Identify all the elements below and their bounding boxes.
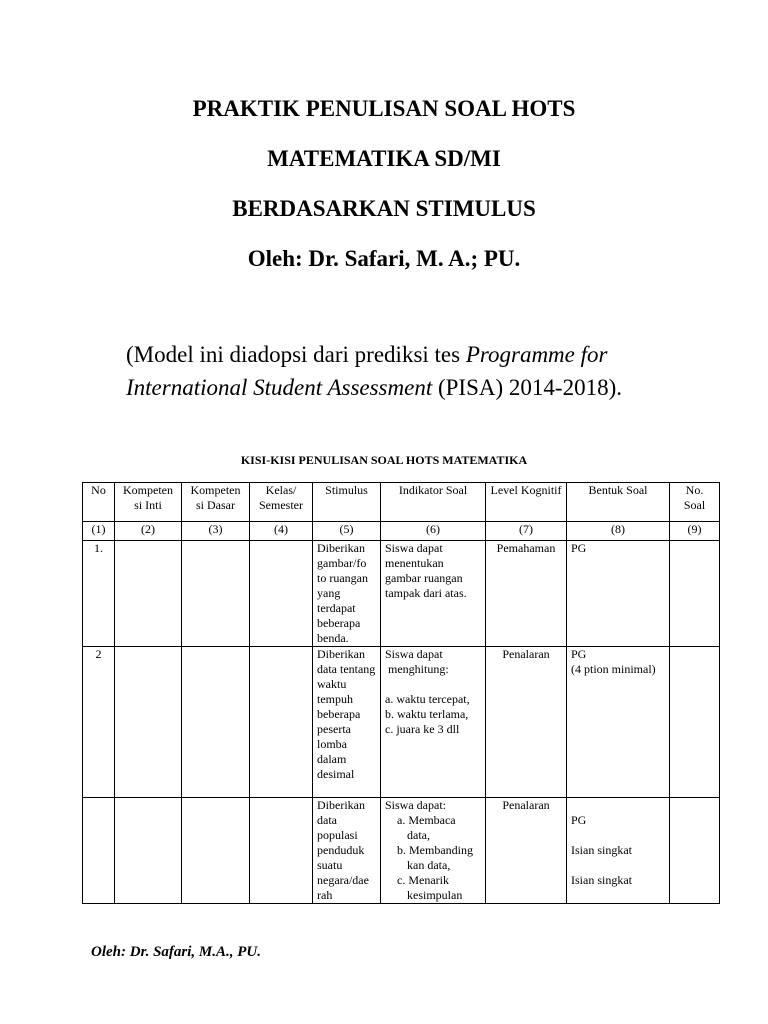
column-number: (5) <box>313 522 381 541</box>
column-number: (6) <box>381 522 486 541</box>
cell-kompetensi-inti <box>115 798 182 904</box>
cell-indikator <box>381 541 486 647</box>
cell-no-soal <box>670 541 720 647</box>
cell-kompetensi-dasar <box>182 647 250 798</box>
header-indikator-soal: Indikator Soal <box>381 483 486 522</box>
cell-level: Pemahaman <box>486 541 567 647</box>
title-line-1: PRAKTIK PENULISAN SOAL HOTS <box>192 96 576 121</box>
cell-bentuk <box>567 541 670 647</box>
cell-kelas-semester <box>250 541 313 647</box>
header-kompetensi-inti: Kompeten si Inti <box>115 483 182 522</box>
cell-kompetensi-inti <box>115 541 182 647</box>
cell-stimulus: Diberikan data populasi penduduk suatu negara/dae rah <box>313 798 381 904</box>
column-number-row <box>83 522 720 541</box>
cell-bentuk <box>567 647 670 798</box>
column-number: (1) <box>83 522 115 541</box>
row-no: 2 <box>83 647 115 798</box>
row-no <box>83 798 115 904</box>
cell-kompetensi-inti <box>115 647 182 798</box>
bentuk-line: PG <box>571 813 587 827</box>
indikator-intro: Siswa dapat: <box>385 798 446 812</box>
column-number: (9) <box>670 522 720 541</box>
bentuk-line: PG <box>571 541 587 555</box>
intro-italic-programme: Programme for International Student Assessment <box>126 342 608 400</box>
table-row-1 <box>83 541 720 647</box>
header-row <box>83 483 720 522</box>
bentuk-line: (4 ption minimal) <box>571 662 656 676</box>
cell-kelas-semester <box>250 647 313 798</box>
bentuk-line: PG <box>571 647 587 661</box>
bentuk-line <box>571 828 665 843</box>
cell-level: Penalaran <box>486 647 567 798</box>
table-row-3 <box>83 798 720 904</box>
cell-indikator <box>381 647 486 798</box>
header-kompetensi-dasar: Kompeten si Dasar <box>182 483 250 522</box>
table-title: KISI-KISI PENULISAN SOAL HOTS MATEMATIKA <box>240 453 528 467</box>
column-number: (7) <box>486 522 567 541</box>
column-number: (8) <box>567 522 670 541</box>
title-line-2: MATEMATIKA SD/MI <box>267 146 501 171</box>
bentuk-line <box>571 858 665 873</box>
table-row-2 <box>83 647 720 798</box>
header-no-soal: No. Soal <box>670 483 720 522</box>
indikator-line: b. waktu terlama, <box>385 707 469 721</box>
cell-stimulus: Diberikan data tentang waktu tempuh beberapa peserta lomba dalam desimal <box>313 647 381 798</box>
cell-kelas-semester <box>250 798 313 904</box>
indikator-item: a. Membaca data, <box>397 813 456 842</box>
bentuk-line: Isian singkat <box>571 873 632 887</box>
cell-no-soal <box>670 798 720 904</box>
indikator-line: a. waktu tercepat, <box>385 692 470 706</box>
cell-stimulus: Diberikan gambar/fo to ruangan yang terdapat beberapa benda. <box>313 541 381 647</box>
indikator-line <box>385 677 481 692</box>
footer-author: Oleh: Dr. Safari, M.A., PU. <box>91 944 262 960</box>
indikator-line: Siswa dapat <box>385 647 443 661</box>
column-number: (3) <box>182 522 250 541</box>
cell-bentuk <box>567 798 670 904</box>
header-kelas-semester: Kelas/ Semester <box>250 483 313 522</box>
column-number: (4) <box>250 522 313 541</box>
cell-kompetensi-dasar <box>182 541 250 647</box>
header-level-kognitif: Level Kognitif <box>486 483 567 522</box>
title-line-4-author: Oleh: Dr. Safari, M. A.; PU. <box>247 246 521 271</box>
indikator-line: c. juara ke 3 dll <box>385 722 460 736</box>
indikator-item: b. Membanding kan data, <box>397 843 473 872</box>
indikator-item: c. Menarik kesimpulan <box>397 873 463 902</box>
intro-prefix: (Model ini diadopsi dari prediksi tes <box>126 342 466 367</box>
cell-level: Penalaran <box>486 798 567 904</box>
title-line-3: BERDASARKAN STIMULUS <box>232 196 536 221</box>
row-no: 1. <box>83 541 115 647</box>
header-no: No <box>83 483 115 522</box>
kisi-kisi-table <box>82 482 720 904</box>
header-bentuk-soal: Bentuk Soal <box>567 483 670 522</box>
intro-suffix: (PISA) 2014-2018). <box>432 375 622 400</box>
cell-indikator <box>381 798 486 904</box>
bentuk-line: Isian singkat <box>571 843 632 857</box>
indikator-line: menghitung: <box>385 662 449 676</box>
cell-no-soal <box>670 647 720 798</box>
indikator-line: Siswa dapat menentukan gambar ruangan tampak dari atas. <box>385 541 467 600</box>
intro-paragraph <box>126 338 726 404</box>
header-stimulus: Stimulus <box>313 483 381 522</box>
bentuk-line <box>571 798 665 813</box>
column-number: (2) <box>115 522 182 541</box>
cell-kompetensi-dasar <box>182 798 250 904</box>
